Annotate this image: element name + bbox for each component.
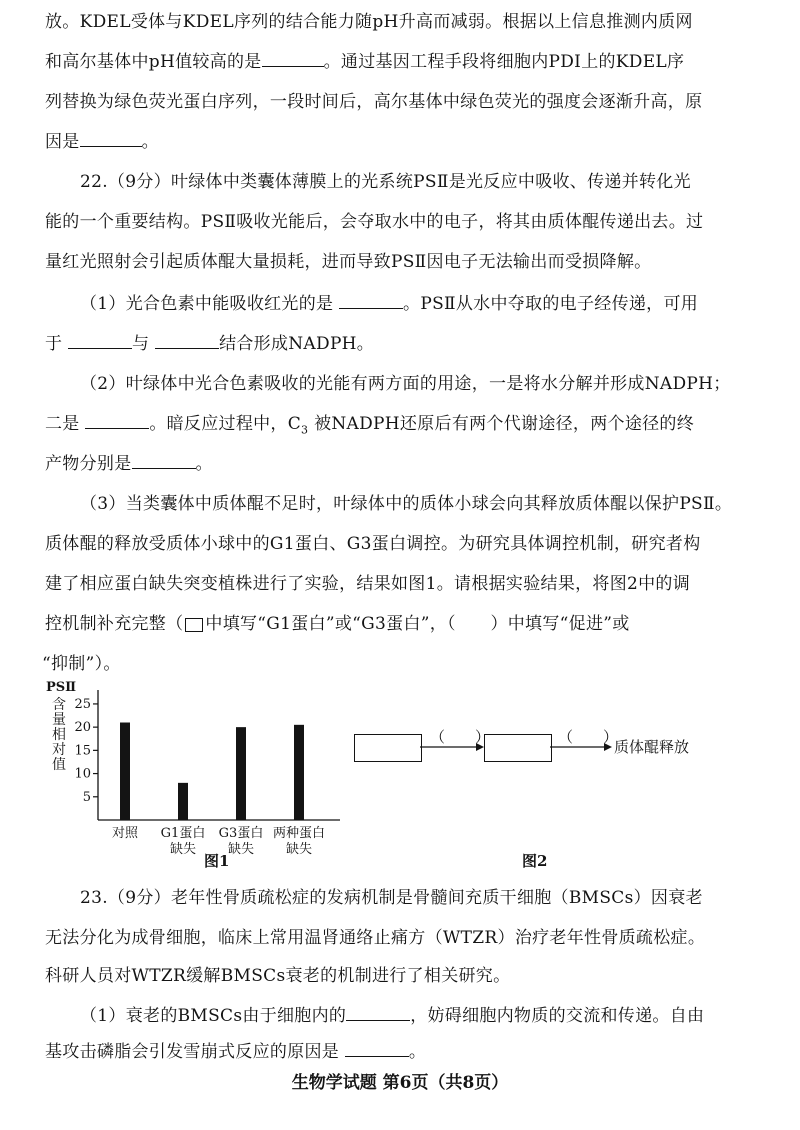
- y-tick-label: 15: [74, 743, 91, 759]
- text: 。PSⅡ从水中夺取的电子经传递，可用: [403, 294, 699, 314]
- text: （1）衰老的BMSCs由于细胞内的: [80, 1006, 347, 1026]
- q22-sub3-line2: 质体醌的释放受质体小球中的G1蛋白、G3蛋白调控。为研究具体调控机制，研究者构: [45, 534, 701, 554]
- text: 。: [195, 454, 213, 474]
- q22-sub3-line1: （3）当类囊体中质体醌不足时，叶绿体中的质体小球会向其释放质体醌以保护PSⅡ。: [80, 494, 733, 514]
- q23-line1: 23.（9分）老年性骨质疏松症的发病机制是骨髓间充质干细胞（BMSCs）因衰老: [80, 888, 703, 908]
- figure2-diagram: [352, 722, 772, 772]
- category-line2: 缺失: [169, 842, 196, 857]
- text: 二是: [45, 414, 80, 434]
- text: 与: [132, 334, 150, 354]
- category-line2: 缺失: [285, 842, 312, 857]
- answer-blank[interactable]: [85, 412, 149, 429]
- figure1-caption: 图1: [204, 852, 230, 870]
- x-category-label: [267, 826, 331, 858]
- text: 。: [408, 1042, 427, 1062]
- relation-paren-2[interactable]: （ ）: [558, 728, 619, 746]
- y-tick-label: 10: [74, 766, 91, 782]
- category-line1: G1蛋白: [160, 826, 206, 841]
- q22-line1: 22.（9分）叶绿体中类囊体薄膜上的光系统PSⅡ是光反应中吸收、传递并转化光: [80, 172, 691, 192]
- q22-sub3-line3: 建了相应蛋白缺失突变植株进行了实验，结果如图1。请根据实验结果，将图2中的调: [45, 574, 691, 594]
- subscript: 3: [301, 423, 309, 437]
- q22-sub2-line2: [45, 412, 694, 442]
- empty-box-2[interactable]: [484, 734, 552, 762]
- q22-sub2-line1: （2）叶绿体中光合色素吸收的光能有两方面的用途，一是将水分解并形成NADPH；: [80, 374, 731, 394]
- category-line1: 对照: [111, 826, 138, 841]
- text: 中填写“G1蛋白”或“G3蛋白”，（ ）中填写“促进”或: [205, 614, 630, 634]
- q22-sub3-line5: “抑制”）。: [42, 654, 121, 674]
- q22-sub2-line3: [45, 452, 213, 476]
- x-category-label: [93, 826, 157, 842]
- answer-blank[interactable]: [346, 1004, 410, 1021]
- category-line1: 两种蛋白: [272, 826, 325, 841]
- answer-blank[interactable]: [132, 452, 196, 469]
- text: 。暗反应过程中，C: [149, 414, 302, 434]
- figure1-chart: [40, 680, 350, 870]
- q23-sub1-line2: [45, 1040, 426, 1064]
- page-footer: 生物学试题 第6页（共8页）: [291, 1073, 509, 1093]
- q23-sub1-line1: [80, 1004, 704, 1028]
- q23-line3: 科研人员对WTZR缓解BMSCs衰老的机制进行了相关研究。: [45, 966, 511, 986]
- para1-line1: 放。KDEL受体与KDEL序列的结合能力随pH升高而减弱。根据以上信息推测内质网: [45, 12, 693, 32]
- arrow-right-icon: [420, 740, 484, 754]
- y-tick-label: 20: [74, 720, 91, 736]
- q22-sub3-line4: [45, 612, 630, 636]
- text: 结合形成NADPH。: [219, 334, 375, 354]
- para1-line2: [45, 50, 684, 74]
- text: 控机制补充完整（: [45, 614, 184, 634]
- text: 因是: [45, 132, 80, 152]
- text: 。: [141, 132, 159, 152]
- bar-1: [120, 723, 130, 821]
- answer-blank[interactable]: [339, 292, 403, 309]
- q22-sub1-line1: [80, 292, 698, 316]
- category-line1: G3蛋白: [218, 826, 264, 841]
- text: （1）光合色素中能吸收红光的是: [80, 294, 334, 314]
- y-tick-label: 5: [82, 789, 91, 805]
- category-line2: 缺失: [227, 842, 254, 857]
- para1-line3: 列替换为绿色荧光蛋白序列，一段时间后，高尔基体中绿色荧光的强度会逐渐升高，原: [45, 92, 703, 112]
- bar-2: [178, 783, 188, 820]
- answer-blank[interactable]: [345, 1040, 409, 1057]
- arrow-right-icon: [550, 740, 612, 754]
- relation-paren-1[interactable]: （ ）: [430, 728, 491, 746]
- answer-blank[interactable]: [155, 332, 219, 349]
- text: 被NADPH还原后有两个代谢途径，两个途径的终: [314, 414, 695, 434]
- q22-sub1-line2: [45, 332, 374, 356]
- text: 和高尔基体中pH值较高的是: [45, 52, 262, 72]
- q23-line2: 无法分化为成骨细胞，临床上常用温肾通络止痛方（WTZR）治疗老年性骨质疏松症。: [45, 928, 706, 948]
- bar-4: [294, 725, 304, 820]
- text: 基攻击磷脂会引发雪崩式反应的原因是: [45, 1042, 340, 1062]
- text: 。通过基因工程手段将细胞内PDI上的KDEL序: [323, 52, 685, 72]
- y-axis-label: 含量相对值: [52, 697, 66, 773]
- answer-blank[interactable]: [262, 50, 324, 67]
- figure2-caption: 图2: [522, 852, 548, 870]
- answer-blank[interactable]: [80, 130, 142, 147]
- release-label: 质体醌释放: [614, 738, 690, 756]
- chart-plot: [40, 690, 350, 830]
- text: ，妨碍细胞内物质的交流和传递。自由: [410, 1006, 705, 1026]
- bar-3: [236, 727, 246, 820]
- answer-blank[interactable]: [68, 332, 132, 349]
- y-axis-title-top: PSⅡ: [46, 680, 77, 695]
- square-box-icon: [185, 618, 203, 632]
- y-tick-label: 25: [74, 696, 91, 712]
- q22-line3: 量红光照射会引起质体醌大量损耗，进而导致PSⅡ因电子无法输出而受损降解。: [45, 252, 652, 272]
- empty-box-1[interactable]: [354, 734, 422, 762]
- text: 于: [45, 334, 63, 354]
- text: 产物分别是: [45, 454, 132, 474]
- q22-line2: 能的一个重要结构。PSⅡ吸收光能后，会夺取水中的电子，将其由质体醌传递出去。过: [45, 212, 704, 232]
- para1-line4: [45, 130, 159, 154]
